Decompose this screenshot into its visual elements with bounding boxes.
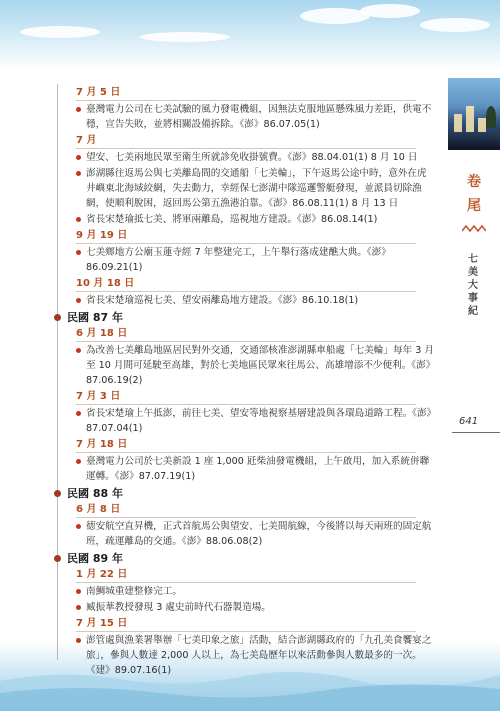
cloud xyxy=(140,32,230,42)
event-item xyxy=(76,150,436,165)
year-text: 民國 88 年 xyxy=(67,487,123,500)
date-heading: 9 月 19 日 xyxy=(76,229,416,244)
sky-banner xyxy=(0,0,500,70)
event-item xyxy=(76,102,436,132)
date-heading: 6 月 18 日 xyxy=(76,327,416,342)
timeline xyxy=(57,84,436,676)
harbor-night-photo xyxy=(448,78,500,150)
event-text: 臺灣電力公司於七美新設 1 座 1,000 瓩柴油發電機組，上午啟用，加入系統併聯運轉。《澎》87.07.19(1) xyxy=(86,456,430,482)
event-item xyxy=(76,600,436,615)
event-item xyxy=(76,212,436,227)
page-number-rule xyxy=(452,432,500,433)
event-text: 為改善七美離島地區居民對外交通，交通部核准澎湖縣車船處「七美輪」每年 3 月至 10 月間可延駛至高雄，對於七美地區民眾來往馬公、高雄增添不少便利。《澎》87.06.19(2) xyxy=(86,345,436,386)
building xyxy=(454,114,462,132)
date-heading: 7 月 5 日 xyxy=(76,86,416,101)
cloud xyxy=(20,26,100,38)
event-item xyxy=(76,343,436,388)
building xyxy=(466,106,474,132)
year-marker-icon xyxy=(54,555,61,562)
volume-label xyxy=(464,170,484,218)
event-item xyxy=(76,245,436,275)
year-heading xyxy=(58,311,436,325)
volume-char: 尾 xyxy=(467,198,481,214)
event-text: 澎管處與漁業署舉辦「七美印象之旅」活動，結合澎湖縣政府的「九孔美食饗宴之旅」，參與人數達 2,000 人以上，為七美島歷年以來活動參與人數最多的一次。《建》89.07.16(1) xyxy=(86,635,432,676)
cloud xyxy=(360,4,420,18)
event-text: 德安航空直昇機，正式首航馬公與望安、七美間航線，今後將以每天兩班的固定航班，疏運離島的交通。《澎》88.06.08(2) xyxy=(86,521,432,547)
event-item xyxy=(76,166,436,211)
building xyxy=(478,118,486,132)
bullet-icon xyxy=(76,638,81,643)
event-item xyxy=(76,454,436,484)
event-text: 澎湖縣往返馬公與七美離島間的交通船「七美輪」，下午返馬公途中時，意外在虎井嶼東北海域絞網，失去動力，幸經保七澎湖中隊巡邏警艇發現，並派員切除漁網，使順利脫困，返回馬公第五漁港泊靠。《澎》86.08.11(1) 8 月 13 日 xyxy=(86,168,427,209)
bullet-icon xyxy=(76,155,81,160)
bullet-icon xyxy=(76,107,81,112)
bullet-icon xyxy=(76,524,81,529)
event-item xyxy=(76,406,436,436)
date-heading: 7 月 xyxy=(76,134,416,149)
volume-char: 卷 xyxy=(467,174,481,190)
year-heading xyxy=(58,552,436,566)
bullet-icon xyxy=(76,250,81,255)
event-text: 省長宋楚瑜抵七美、將軍兩離島，巡視地方建設。《澎》86.08.14(1) xyxy=(86,214,378,225)
bullet-icon xyxy=(76,298,81,303)
date-heading: 6 月 8 日 xyxy=(76,503,416,518)
year-text: 民國 89 年 xyxy=(67,552,123,565)
year-marker-icon xyxy=(54,490,61,497)
bullet-icon xyxy=(76,605,81,610)
section-char: 紀 xyxy=(468,306,478,317)
date-heading: 7 月 18 日 xyxy=(76,438,416,453)
bullet-icon xyxy=(76,348,81,353)
event-item xyxy=(76,519,436,549)
section-char: 美 xyxy=(468,267,478,278)
event-text: 七美鄉地方公廟玉蓮寺經 7 年整建完工，上午舉行落成建醮大典。《澎》86.09.21(1) xyxy=(86,247,391,273)
cloud xyxy=(420,18,490,32)
event-text: 省長宋楚瑜巡視七美、望安兩離島地方建設。《澎》86.10.18(1) xyxy=(86,295,359,306)
date-heading: 1 月 22 日 xyxy=(76,568,416,583)
event-text: 省長宋楚瑜上午抵澎，前往七美、望安等地視察基層建設與各環島道路工程。《澎》87.07.04(1) xyxy=(86,408,432,434)
bullet-icon xyxy=(76,459,81,464)
palm-tree xyxy=(486,106,496,128)
event-item xyxy=(76,584,436,599)
year-marker-icon xyxy=(54,314,61,321)
bullet-icon xyxy=(76,589,81,594)
section-char: 大 xyxy=(468,280,478,291)
event-text: 望安、七美兩地民眾至衛生所就診免收掛號費。《澎》88.04.01(1) 8 月 10 日 xyxy=(86,152,418,163)
section-title xyxy=(467,253,479,318)
bullet-icon xyxy=(76,217,81,222)
section-char: 七 xyxy=(468,254,478,265)
bullet-icon xyxy=(76,171,81,176)
date-heading: 10 月 18 日 xyxy=(76,277,416,292)
event-item xyxy=(76,293,436,308)
event-item xyxy=(76,633,436,678)
year-text: 民國 87 年 xyxy=(67,311,123,324)
page-number: 641 xyxy=(459,416,479,427)
section-char: 事 xyxy=(468,293,478,304)
date-heading: 7 月 15 日 xyxy=(76,617,416,632)
harbor-water xyxy=(448,132,500,150)
bullet-icon xyxy=(76,411,81,416)
event-text: 臧振華教授發現 3 處史前時代石器製造場。 xyxy=(86,602,271,613)
year-heading xyxy=(58,487,436,501)
event-text: 臺灣電力公司在七美試驗的風力發電機組，因無法克服地區懸殊風力差距，供電不穩，宣告失敗，並將相關設備拆除。《澎》86.07.05(1) xyxy=(86,104,432,130)
event-text: 南鯛城重建整修完工。 xyxy=(86,586,182,597)
zigzag-ornament xyxy=(462,224,486,234)
date-heading: 7 月 3 日 xyxy=(76,390,416,405)
